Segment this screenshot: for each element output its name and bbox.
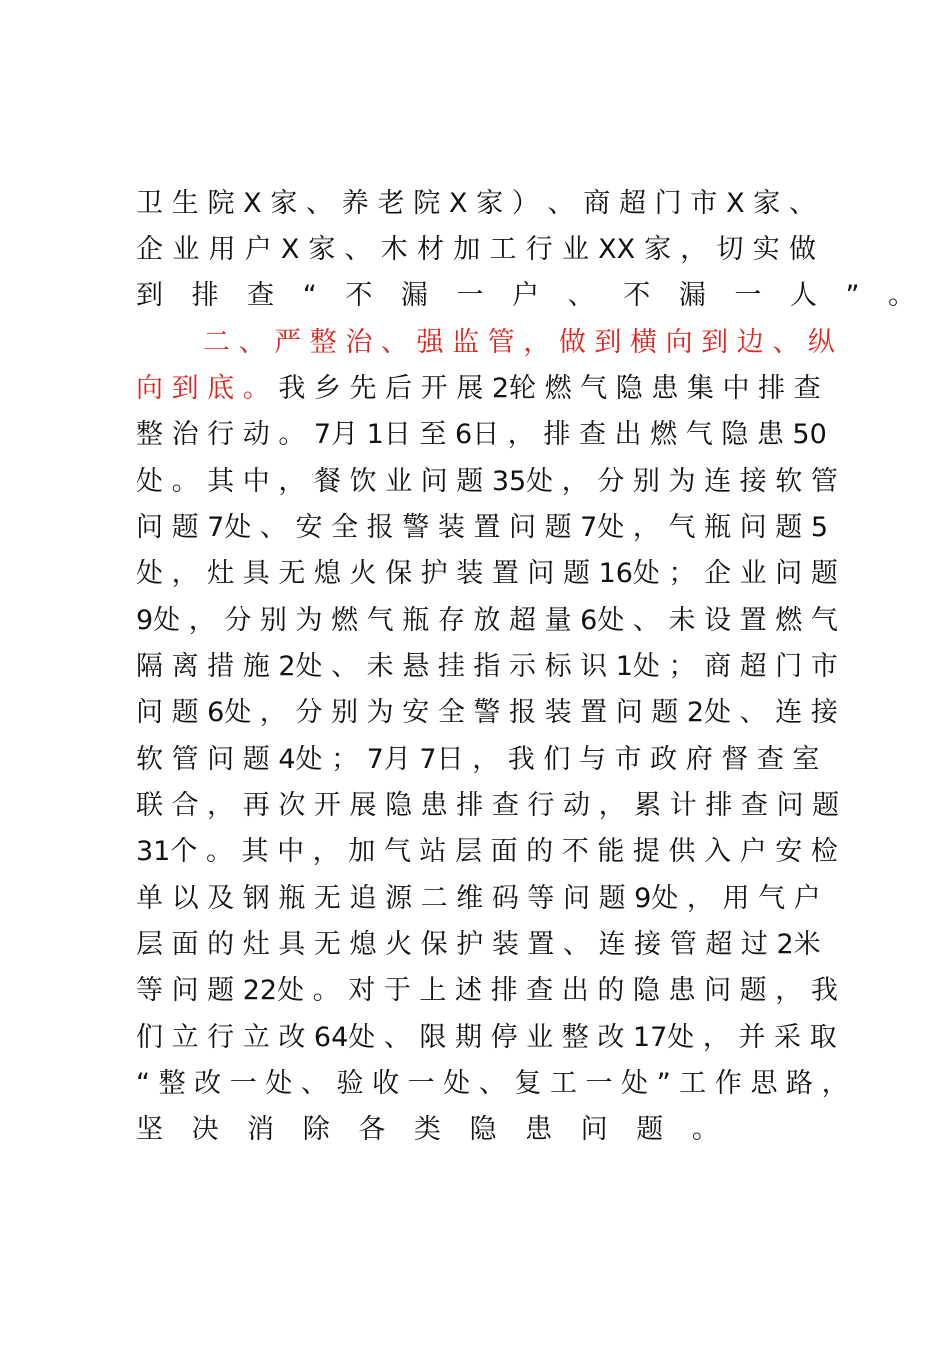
text-line: 隔 离 措 施 2处 、 未 悬 挂 指 示 标 识 1处 ； 商 超 门 市 <box>136 651 838 682</box>
text-line: 到 排 查 “ 不 漏 一 户 、 不 漏 一 人 ” 。 <box>136 280 926 311</box>
text-line: “ 整 改 一 处 、 验 收 一 处 、 复 工 一 处 ” 工 作 思 路 ， <box>136 1068 849 1099</box>
text-line: 等 问 题 22处 。 对 于 上 述 排 查 出 的 隐 患 问 题 ， 我 <box>136 975 838 1006</box>
text-line: 企 业 用 户 X 家 、 木 材 加 工 行 业 XX 家 ， 切 实 做 <box>136 234 816 265</box>
text-line: 处 ， 灶 具 无 熄 火 保 护 装 置 问 题 16处 ； 企 业 问 题 <box>136 558 838 589</box>
text-line: 软 管 问 题 4处 ； 7月 7日 ， 我 们 与 市 政 府 督 查 室 <box>136 744 820 775</box>
text-span: 我 乡 先 后 开 展 2轮 燃 气 隐 患 集 中 排 查 <box>269 373 821 404</box>
text-line: 问 题 7处 、 安 全 报 警 装 置 问 题 7处 ， 气 瓶 问 题 5 <box>136 512 829 543</box>
text-line: 层 面 的 灶 具 无 熄 火 保 护 装 置 、 连 接 管 超 过 2米 <box>136 929 821 960</box>
section-heading: 二 、 严 整 治 、 强 监 管 ， 做 到 横 向 到 边 、 纵 <box>203 327 835 358</box>
text-line: 9处 ， 分 别 为 燃 气 瓶 存 放 超 量 6处 、 未 设 置 燃 气 <box>136 605 838 636</box>
section-heading-end: 向 到 底 。 <box>136 373 270 404</box>
text-line: 联 合 ， 再 次 开 展 隐 患 排 查 行 动 ， 累 计 排 查 问 题 <box>136 790 840 821</box>
text-line: 卫 生 院 X 家 、 养 老 院 X 家 ） 、 商 超 门 市 X 家 、 <box>136 188 816 219</box>
text-line: 整 治 行 动 。 7月 1日 至 6日 ， 排 查 出 燃 气 隐 患 50 <box>136 419 827 450</box>
text-line: 们 立 行 立 改 64处 、 限 期 停 业 整 改 17处 ， 并 采 取 <box>136 1022 837 1053</box>
text-line: 处 。 其 中 ， 餐 饮 业 问 题 35处 ， 分 别 为 连 接 软 管 <box>136 466 838 497</box>
text-line: 单 以 及 钢 瓶 无 追 源 二 维 码 等 问 题 9处 ， 用 气 户 <box>136 883 821 914</box>
text-line: 坚 决 消 除 各 类 隐 患 问 题 。 <box>136 1114 729 1145</box>
text-line: 31个 。 其 中 ， 加 气 站 层 面 的 不 能 提 供 入 户 安 检 <box>136 836 838 867</box>
text-line: 问 题 6处 ， 分 别 为 安 全 警 报 装 置 问 题 2处 、 连 接 <box>136 697 838 728</box>
text-line-mixed <box>136 366 821 412</box>
